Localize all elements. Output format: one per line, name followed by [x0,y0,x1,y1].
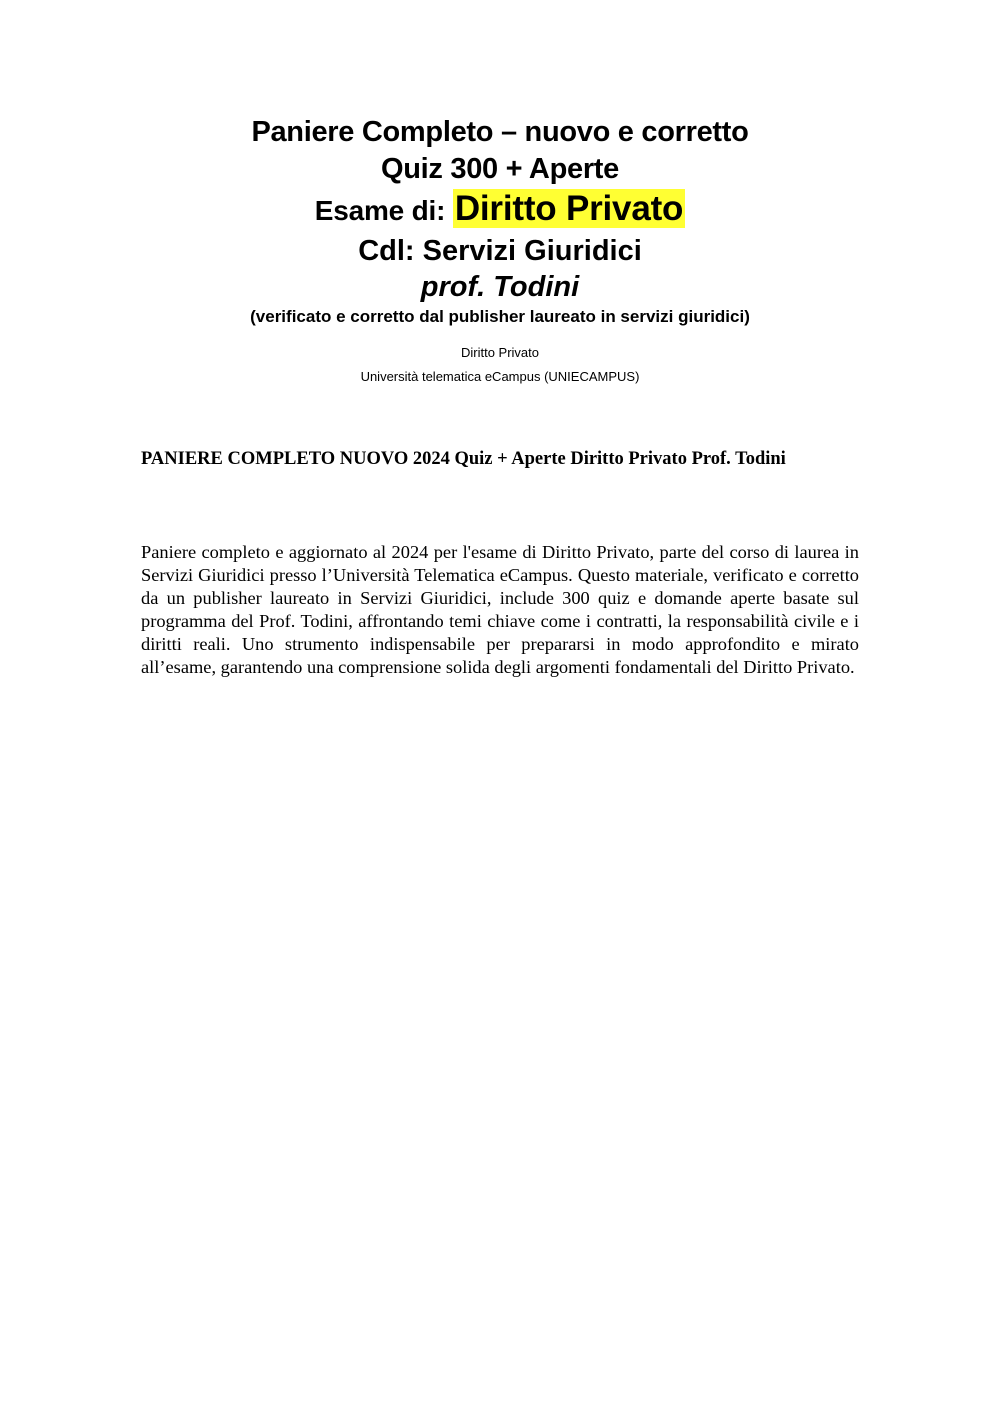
cover-degree: Cdl: Servizi Giuridici [358,235,642,267]
exam-prefix: Esame di: [314,195,453,226]
document-description: Paniere completo e aggiornato al 2024 per l'esame di Diritto Privato, parte del corso di laurea in Servizi Giuridici presso l’Università Telematica eCampus. Questo materiale, verificato e corretto da un publisher laureato in Servizi Giuridici, include 300 quiz e domande aperte basate sul programma del Prof. Todini, affrontando temi chiave come i contratti, la responsabilità civile e i diritti reali. Uno strumento indispensabile per prepararsi in modo approfondito e mirato all’esame, garantendo una comprensione solida degli argomenti fondamentali del Diritto Privato. [141,542,859,677]
cover-exam-line [0,187,1000,233]
exam-subject-highlight: Diritto Privato [454,189,684,228]
cover-title-block [0,113,1000,329]
meta-course: Diritto Privato [460,345,540,360]
meta-university: Università telematica eCampus (UNIECAMPUS) [360,369,640,384]
document-heading: PANIERE COMPLETO NUOVO 2024 Quiz + Aperte Diritto Privato Prof. Todini [141,449,786,469]
cover-quiz-count: Quiz 300 + Aperte [380,153,619,185]
cover-title-line: Paniere Completo – nuovo e corretto [251,116,749,148]
cover-verification-note: (verificato e corretto dal publisher laureato in servizi giuridici) [250,307,750,326]
cover-professor: prof. Todini [420,271,580,303]
